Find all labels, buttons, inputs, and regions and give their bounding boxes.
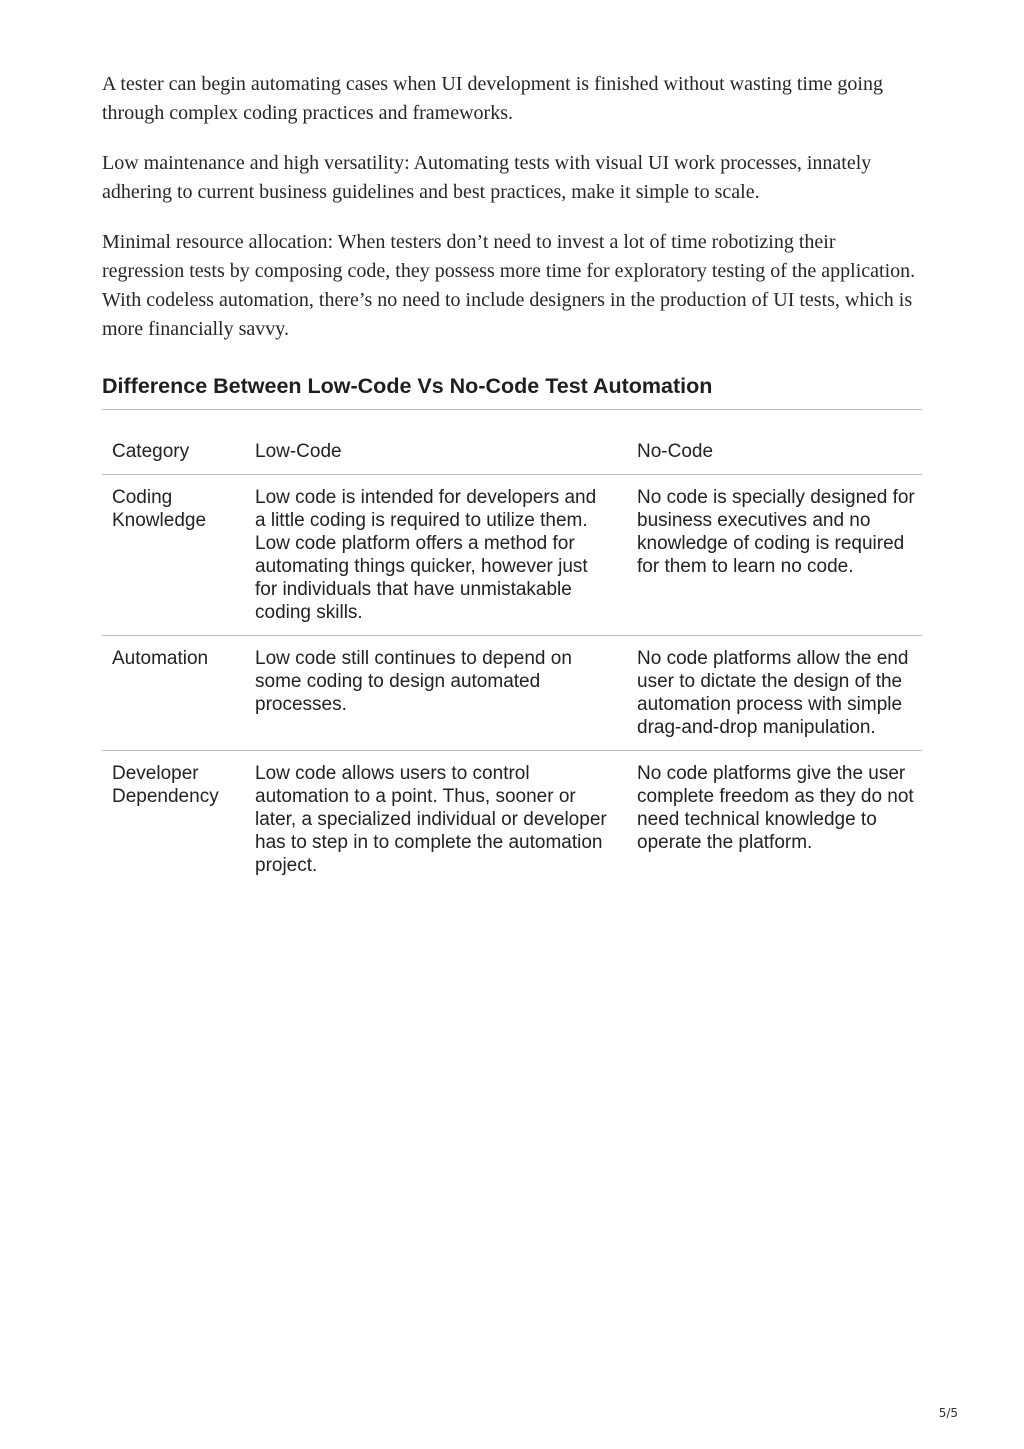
paragraph-tester-automation: A tester can begin automating cases when UI development is finished without wasting time going through complex coding practices and frameworks.	[102, 73, 883, 124]
table-row	[102, 636, 922, 751]
row-low-code-cell	[245, 751, 627, 889]
comparison-table	[102, 438, 922, 888]
low-code-text: Low code still continues to depend on some coding to design automated processes.	[255, 648, 572, 715]
header-category: Category	[102, 438, 245, 475]
row-category-cell: Automation	[102, 636, 245, 751]
header-low-code: Low-Code	[245, 438, 627, 475]
row-no-code-cell: No code is specially designed for business executives and no knowledge of coding is required for them to learn no code.	[627, 475, 922, 636]
table-header-row	[102, 438, 922, 475]
paragraph-low-maintenance: Low maintenance and high versatility: Automating tests with visual UI work processes, innately adhering to current business guidelines and best practices, make it simple to scale.	[102, 152, 872, 203]
section-title: Difference Between Low-Code Vs No-Code Test Automation	[102, 372, 922, 410]
low-code-text: Low code platform offers a method for automating things quicker, however just for individuals that have unmistakable coding skills.	[255, 533, 588, 623]
row-no-code-cell: No code platforms allow the end user to dictate the design of the automation process with simple drag-and-drop manipulation.	[627, 636, 922, 751]
row-category-cell: Coding Knowledge	[102, 475, 245, 636]
row-low-code-cell	[245, 475, 627, 636]
row-low-code-cell	[245, 636, 627, 751]
low-code-text: Low code allows users to control automation to a point. Thus, sooner or later, a specialized individual or developer has to step in to complete the automation project.	[255, 763, 607, 876]
header-no-code: No-Code	[627, 438, 922, 475]
row-category-cell: Developer Dependency	[112, 763, 219, 807]
table-row	[102, 475, 922, 636]
page-number: 5/5	[938, 1406, 958, 1420]
article-page	[102, 70, 922, 888]
paragraph-minimal-resource: Minimal resource allocation: When testers don’t need to invest a lot of time robotizing their regression tests by composing code, they possess more time for exploratory testing of the application. With codeless automation, there’s no need to include designers in the production of UI tests, which is more financially savvy.	[102, 231, 916, 340]
table-row	[102, 751, 922, 889]
row-no-code-cell: No code platforms give the user complete freedom as they do not need technical knowledge to operate the platform.	[637, 763, 914, 853]
low-code-text: Low code is intended for developers and a little coding is required to utilize them.	[255, 487, 597, 531]
